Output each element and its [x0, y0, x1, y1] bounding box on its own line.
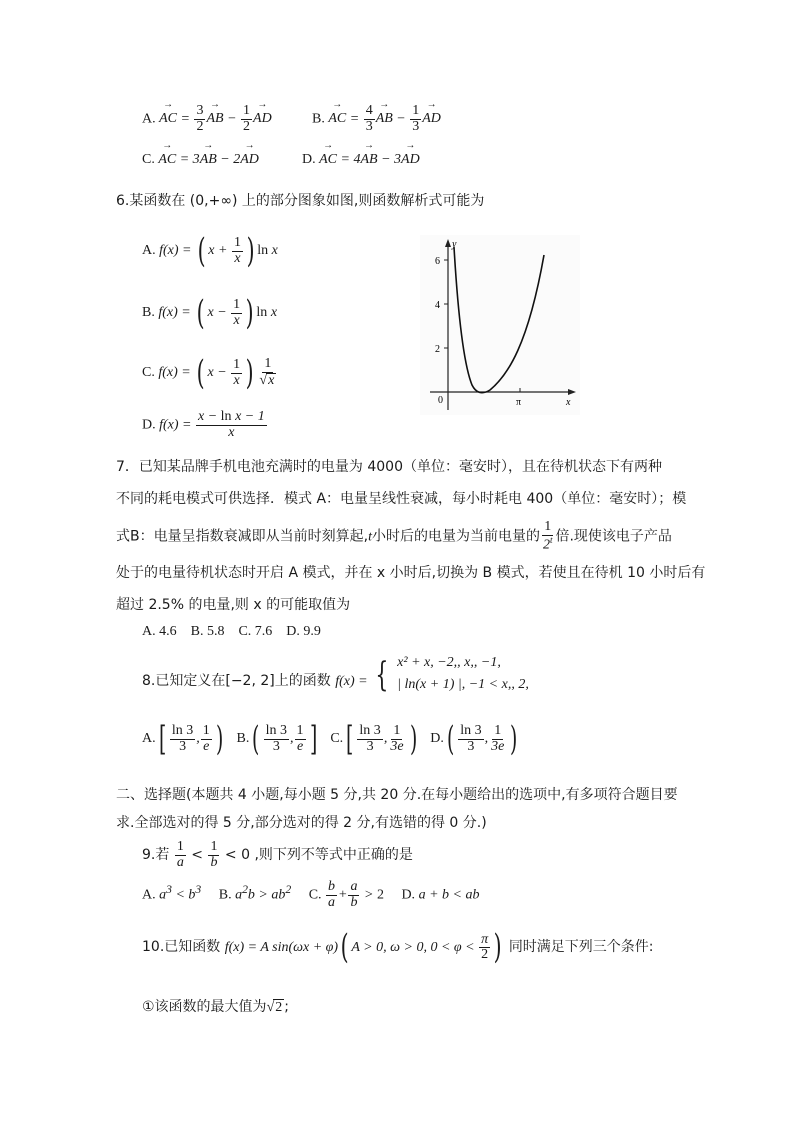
q8-options: A.[ $\frac{\ln 3}{3}$ , $\frac{1}{e}$ ) B.( $\frac{\ln 3}{3}$ , $\frac{1}{e}$ ] C.[ $\frac{\ln 3}{3}$ , $\frac{1}{3e}$ ) D.( $\frac{\ln 3}{3}$ , $\frac{1}{3e}$ )	[142, 719, 518, 759]
q7-line-3: 式B：电量呈指数衰减即从当前时刻算起,t小时后的电量为当前电量的 $\frac{1}{2^t}$ 倍.现使该电子产品	[116, 519, 672, 553]
q9-stem: 9.若 $\frac{1}{a}$ < $\frac{1}{b}$ < 0 ,则下列不等式中正确的是	[142, 839, 413, 870]
q6-stem: 6.某函数在 (0,+∞) 上的部分图象如图,则函数解析式可能为	[116, 193, 485, 209]
y-tick-6: 6	[435, 256, 440, 267]
q6-function-graph	[420, 235, 580, 415]
q5-option-b: B. → AC = $\frac{4}{3}$ → AB − $\frac{1}{3}$ → AD	[312, 104, 441, 134]
x-axis-label: x	[566, 397, 571, 408]
y-tick-2: 2	[435, 344, 440, 355]
q6-option-a: A. f(x) = ( x + $\frac{1}{x}$ ) ln x	[142, 231, 278, 271]
q6-option-b: B. f(x) = ( x − $\frac{1}{x}$ ) ln x	[142, 293, 278, 333]
section-2-line-1: 二、选择题(本题共 4 小题,每小题 5 分,共 20 分.在每小题给出的选项中,有多项符合题目要	[116, 787, 678, 803]
q9-options: A. $a^3 < b^3$ B. $a^2b > ab^2$ C. $\frac{b}{a}$ + $\frac{a}{b}$ > 2 D. a + b < ab	[142, 879, 480, 910]
q8-stem: 8.已知定义在[−2, 2]上的函数 f(x) = { x² + x, −2,, x,, −1, | ln(x + 1) |, −1 < x,, 2,	[142, 655, 529, 695]
q10-stem: 10.已知函数 f(x) = A sin(ωx + φ)( A > 0, ω > 0, 0 < φ < $\frac{\pi}{2}$ ) 同时满足下列三个条件:	[142, 927, 654, 967]
q7-line-1: 7．已知某品牌手机电池充满时的电量为 4000（单位：毫安时），且在待机状态下有两种	[116, 459, 662, 475]
q7-line-2: 不同的耗电模式可供选择．模式 A：电量呈线性衰减，每小时耗电 400（单位：毫安时）；模	[116, 491, 687, 507]
q5-option-d: D. → AC = 4→ AB − 3→ AD	[302, 152, 420, 168]
q5-option-a: A. → AC = $\frac{3}{2}$ → AB − $\frac{1}{2}$ → AD	[142, 104, 272, 134]
q7-line-5: 超过 2.5% 的电量,则 x 的可能取值为	[116, 597, 351, 613]
q5-option-c: C. → AC = 3→ AB − 2→ AD	[142, 152, 259, 168]
q6-option-d: D. f(x) = $\frac{\text{x − ln x − 1}}{x}$	[142, 409, 265, 440]
q10-condition-1: ①该函数的最大值为√2 ;	[142, 999, 289, 1015]
x-tick-pi: π	[516, 397, 522, 408]
y-tick-4: 4	[435, 300, 440, 311]
section-2-line-2: 求.全部选对的得 5 分,部分选对的得 2 分,有选错的得 0 分.)	[116, 815, 487, 831]
y-axis-label: y	[452, 239, 457, 250]
q6-option-c: C. f(x) = ( x − $\frac{1}{x}$ ) $\frac{1}{√x}$	[142, 353, 275, 393]
origin-label: 0	[438, 395, 443, 406]
q7-options: A. 4.6 B. 5.8 C. 7.6 D. 9.9	[142, 624, 321, 639]
q7-line-4: 处于的电量待机状态时开启 A 模式，并在 x 小时后,切换为 B 模式，若使且在待机 10 小时后有	[116, 565, 706, 581]
